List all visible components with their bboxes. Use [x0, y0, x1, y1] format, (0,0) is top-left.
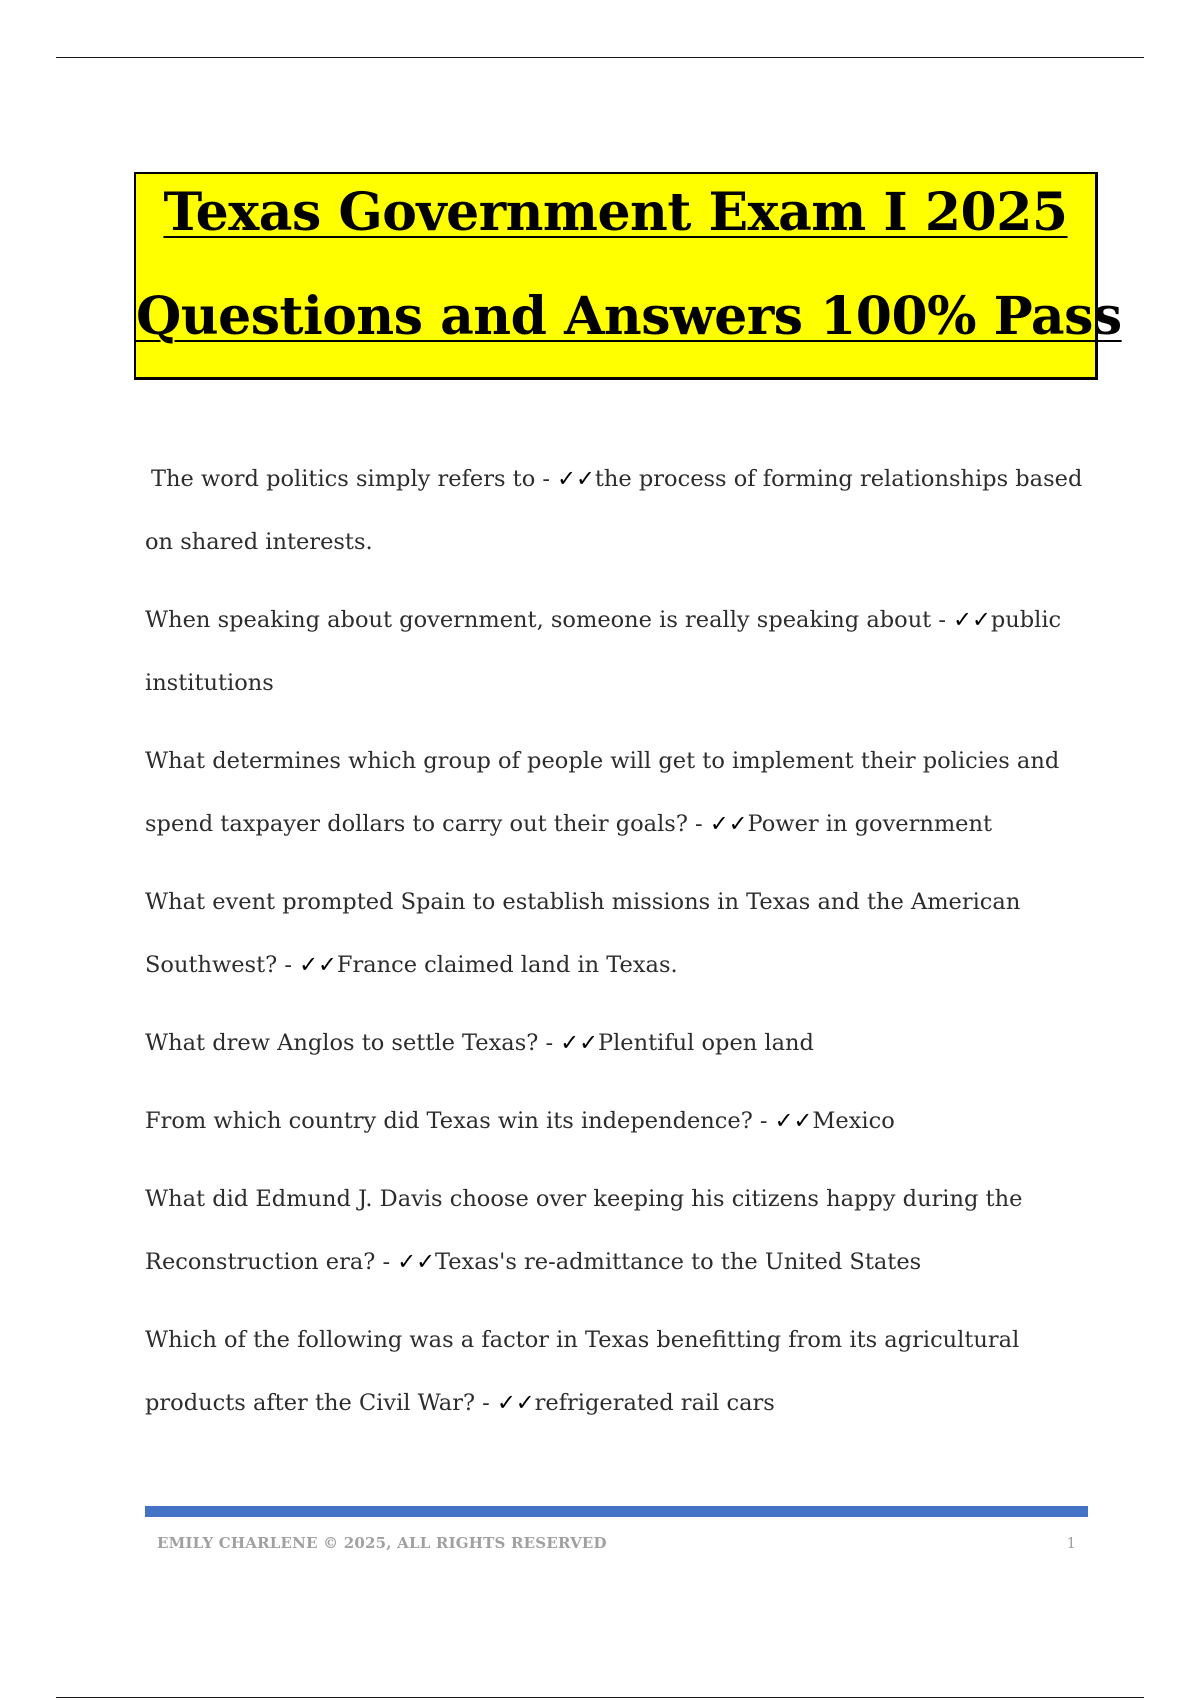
qa-item — [145, 589, 1090, 715]
question-text: Which of the following was a factor in Texas benefitting from its agricultural products after the Civil War? - — [145, 1327, 1020, 1416]
double-check-icon: ✓✓ — [953, 607, 991, 633]
document-title-line-2: Questions and Answers 100% Pass — [136, 286, 1122, 347]
top-rule — [56, 57, 1144, 58]
qa-item — [145, 1090, 1090, 1153]
question-text: What event prompted Spain to establish missions in Texas and the American Southwest? - — [145, 889, 1021, 978]
answer-text: Plentiful open land — [597, 1030, 814, 1056]
double-check-icon: ✓✓ — [557, 466, 595, 492]
bottom-rule — [56, 1697, 1144, 1698]
question-text: From which country did Texas win its independence? - — [145, 1108, 775, 1134]
document-title-line-1: Texas Government Exam I 2025 — [163, 182, 1068, 243]
answer-text: public institutions — [145, 607, 1062, 696]
question-text: What drew Anglos to settle Texas? - — [145, 1030, 561, 1056]
double-check-icon: ✓✓ — [299, 952, 337, 978]
question-text: The word politics simply refers to - — [151, 466, 558, 492]
double-check-icon: ✓✓ — [709, 811, 748, 837]
answer-text: Power in government — [747, 811, 993, 837]
qa-item — [145, 1012, 1090, 1075]
double-check-icon: ✓✓ — [496, 1390, 535, 1416]
qa-list — [145, 448, 1090, 1435]
qa-item — [145, 448, 1090, 574]
question-text: What determines which group of people will get to implement their policies and spend taxpayer dollars to carry out their goals? - — [145, 748, 1060, 837]
qa-item — [145, 730, 1090, 856]
answer-text: refrigerated rail cars — [534, 1390, 775, 1416]
answer-text: the process of forming relationships based on shared interests. — [145, 466, 1083, 555]
answer-text: Mexico — [812, 1108, 895, 1134]
page-number: 1 — [1066, 1534, 1076, 1552]
answer-text: Texas's re-admittance to the United States — [434, 1249, 922, 1275]
double-check-icon: ✓✓ — [774, 1108, 813, 1134]
double-check-icon: ✓✓ — [560, 1030, 598, 1056]
footer-bar — [145, 1506, 1088, 1517]
title-banner — [134, 172, 1122, 380]
footer-copyright: EMILY CHARLENE © 2025, ALL RIGHTS RESERVED — [157, 1534, 607, 1552]
question-text: When speaking about government, someone is really speaking about - — [145, 607, 954, 633]
qa-item — [145, 1309, 1090, 1435]
question-text: What did Edmund J. Davis choose over keeping his citizens happy during the Reconstruction era? - — [145, 1186, 1023, 1275]
qa-item — [145, 871, 1090, 997]
answer-text: France claimed land in Texas. — [336, 952, 678, 978]
double-check-icon: ✓✓ — [397, 1249, 435, 1275]
qa-item — [145, 1168, 1090, 1294]
